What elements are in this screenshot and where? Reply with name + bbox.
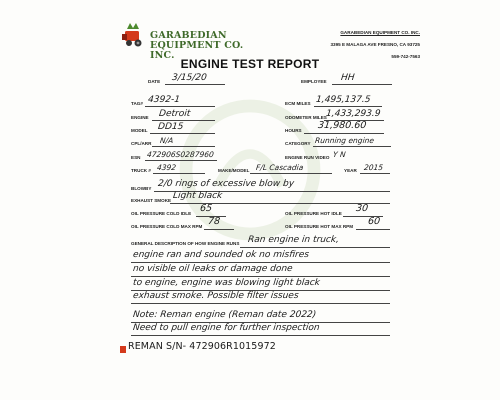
oil-cold-max-label: OIL PRESSURE COLD MAX RPM [131, 224, 203, 229]
truck-label: TRUCK # [131, 168, 151, 173]
exhaust-smoke-value: Light black [172, 191, 223, 201]
category-line [313, 146, 391, 147]
esn-value: 472906S0287960 [146, 150, 215, 159]
year-value: 2015 [363, 163, 384, 172]
oil-hot-idle-label: OIL PRESSURE HOT IDLE [285, 211, 342, 216]
cpl-arr-line [152, 146, 215, 147]
ecm-miles-label: ECM MILES [285, 101, 311, 106]
hours-value: 31,980.60 [317, 120, 367, 131]
company-logo-wordmark: GARABEDIAN EQUIPMENT CO. INC. [150, 30, 244, 61]
description-line-0-text: Ran engine in truck, [247, 235, 340, 245]
year-line [360, 173, 390, 174]
engine-label: ENGINE [131, 115, 149, 120]
hours-line [304, 133, 384, 134]
date-line [165, 84, 225, 85]
oil-hot-idle-value: 30 [355, 203, 369, 214]
engine-line [152, 120, 215, 121]
make-model-line [250, 173, 332, 174]
employee-label: EMPLOYEE [301, 79, 327, 84]
oil-cold-max-value: 78 [207, 216, 221, 227]
employee-value: HH [340, 73, 356, 83]
odometer-value: 1,433,293.9 [325, 109, 381, 119]
tag-label: TAG# [131, 101, 143, 106]
description-line-2 [131, 276, 390, 277]
oil-cold-idle-label: OIL PRESSURE COLD IDLE [131, 211, 192, 216]
oil-cold-max-line [204, 229, 234, 230]
page-title: ENGINE TEST REPORT [180, 57, 320, 71]
description-line-1-text: engine ran and sounded ok no misfires [132, 250, 310, 260]
tag-line [145, 106, 215, 107]
category-value: Running engine [314, 136, 375, 145]
make-model-label: MAKE/MODEL [218, 168, 250, 173]
company-logo-icon [118, 20, 148, 50]
engine-value: Detroit [158, 109, 191, 119]
truck-value: 4392 [156, 163, 177, 172]
hours-label: HOURS [285, 128, 302, 133]
truck-line [153, 173, 205, 174]
note-line-1-text: Need to pull engine for further inspection [132, 323, 321, 333]
date-value: 3/15/20 [171, 73, 208, 83]
description-line-4-text: exhaust smoke. Possible filter issues [132, 291, 300, 301]
category-label: CATEGORY [285, 141, 311, 146]
company-address: 3395 E MALAGA AVE FRESNO, CA 93725 [330, 42, 420, 47]
oil-hot-max-line [356, 229, 390, 230]
year-label: YEAR [344, 168, 357, 173]
exhaust-smoke-label: EXHAUST SMOKE [131, 198, 172, 203]
description-line-2-text: no visible oil leaks or damage done [132, 264, 294, 274]
esn-line [145, 160, 217, 161]
odometer-label: ODOMETER MILES [285, 115, 327, 120]
oil-hot-max-label: OIL PRESSURE HOT MAX RPM [285, 224, 354, 229]
note-line-1 [131, 335, 390, 336]
make-model-value: F/L Cascadia [255, 163, 304, 172]
esn-label: ESN [131, 155, 141, 160]
oil-cold-idle-value: 65 [199, 203, 213, 214]
date-label: DATE [148, 79, 161, 84]
description-line-3-text: to engine, engine was blowing light black [132, 278, 321, 288]
description-line-4 [131, 303, 390, 304]
reman-highlight-mark [120, 346, 126, 353]
ecm-miles-value: 1,495,137.5 [315, 95, 371, 105]
description-label: GENERAL DESCRIPTION OF HOW ENGINE RUNS [131, 241, 240, 246]
note-line-0-text: Note: Reman engine (Reman date 2022) [132, 310, 317, 320]
company-phone: 559-742-7563 [391, 54, 420, 59]
company-name: GARABEDIAN EQUIPMENT CO. INC. [340, 30, 420, 35]
employee-line [332, 84, 392, 85]
tag-value: 4392-1 [147, 95, 181, 105]
oil-hot-max-value: 60 [367, 216, 381, 227]
description-line-1 [131, 262, 390, 263]
blowby-value: 2/0 rings of excessive blow by [157, 179, 295, 189]
run-video-value: Y N [332, 150, 347, 159]
description-line-0 [240, 247, 390, 248]
cpl-arr-value: N/A [159, 136, 174, 145]
cpl-arr-label: CPL/ARR [131, 141, 152, 146]
ecm-miles-line [314, 106, 382, 107]
model-label: MODEL [131, 128, 148, 133]
run-video-label: ENGINE RUN VIDEO [285, 155, 330, 160]
reman-serial-number: REMAN S/N- 472906R1015972 [128, 341, 276, 352]
model-value: DD15 [157, 122, 184, 132]
model-line [150, 133, 215, 134]
blowby-label: BLOWBY [131, 186, 152, 191]
